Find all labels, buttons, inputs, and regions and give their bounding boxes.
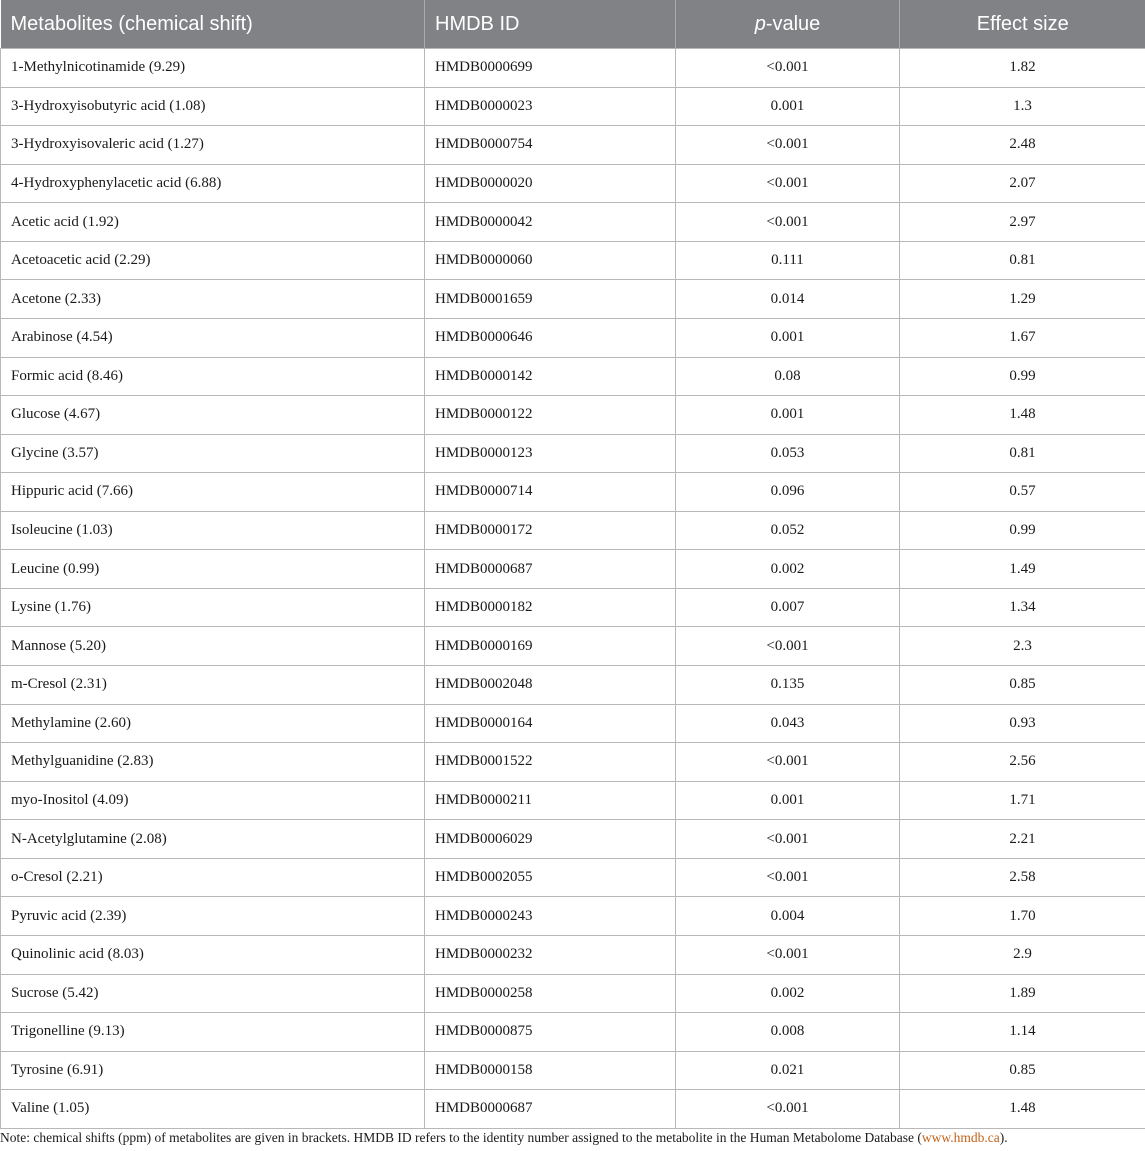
cell-p-value: <0.001 xyxy=(676,743,900,782)
table-row xyxy=(1,203,1145,242)
cell-hmdb-id: HMDB0000687 xyxy=(425,1090,676,1129)
header-p-value xyxy=(676,0,900,49)
cell-effect-size: 2.07 xyxy=(900,164,1145,203)
cell-hmdb-id: HMDB0000258 xyxy=(425,974,676,1013)
cell-p-value: 0.096 xyxy=(676,473,900,512)
cell-hmdb-id: HMDB0002055 xyxy=(425,858,676,897)
table-row xyxy=(1,49,1145,88)
hmdb-link[interactable]: www.hmdb.ca xyxy=(921,1130,1000,1145)
cell-hmdb-id: HMDB0000164 xyxy=(425,704,676,743)
table-row xyxy=(1,897,1145,936)
cell-p-value: <0.001 xyxy=(676,164,900,203)
cell-metabolite: 3-Hydroxyisobutyric acid (1.08) xyxy=(1,87,425,126)
table-row xyxy=(1,666,1145,705)
table-row xyxy=(1,820,1145,859)
cell-effect-size: 0.99 xyxy=(900,511,1145,550)
cell-p-value: 0.001 xyxy=(676,318,900,357)
header-p-suffix: -value xyxy=(765,12,821,35)
cell-metabolite: Isoleucine (1.03) xyxy=(1,511,425,550)
cell-p-value: 0.052 xyxy=(676,511,900,550)
cell-metabolite: Quinolinic acid (8.03) xyxy=(1,935,425,974)
cell-p-value: 0.053 xyxy=(676,434,900,473)
cell-effect-size: 2.3 xyxy=(900,627,1145,666)
cell-effect-size: 1.29 xyxy=(900,280,1145,319)
cell-effect-size: 0.57 xyxy=(900,473,1145,512)
cell-hmdb-id: HMDB0000699 xyxy=(425,49,676,88)
table-row xyxy=(1,87,1145,126)
cell-metabolite: o-Cresol (2.21) xyxy=(1,858,425,897)
cell-hmdb-id: HMDB0006029 xyxy=(425,820,676,859)
cell-effect-size: 2.48 xyxy=(900,126,1145,165)
footnote-text: Note: chemical shifts (ppm) of metabolites are given in brackets. HMDB ID refers to the identity number assigned to the metabolite in the Human Metabolome Database ( xyxy=(0,1130,922,1145)
cell-effect-size: 1.71 xyxy=(900,781,1145,820)
table-row xyxy=(1,781,1145,820)
table-row xyxy=(1,473,1145,512)
cell-p-value: 0.021 xyxy=(676,1051,900,1090)
cell-metabolite: Valine (1.05) xyxy=(1,1090,425,1129)
cell-effect-size: 0.93 xyxy=(900,704,1145,743)
cell-effect-size: 0.81 xyxy=(900,434,1145,473)
cell-metabolite: m-Cresol (2.31) xyxy=(1,666,425,705)
cell-hmdb-id: HMDB0000687 xyxy=(425,550,676,589)
cell-hmdb-id: HMDB0000232 xyxy=(425,935,676,974)
cell-metabolite: Acetone (2.33) xyxy=(1,280,425,319)
table-row xyxy=(1,396,1145,435)
cell-p-value: 0.135 xyxy=(676,666,900,705)
cell-effect-size: 1.70 xyxy=(900,897,1145,936)
cell-effect-size: 1.14 xyxy=(900,1013,1145,1052)
cell-p-value: <0.001 xyxy=(676,820,900,859)
cell-hmdb-id: HMDB0000060 xyxy=(425,241,676,280)
cell-hmdb-id: HMDB0000020 xyxy=(425,164,676,203)
cell-effect-size: 0.85 xyxy=(900,666,1145,705)
cell-effect-size: 1.49 xyxy=(900,550,1145,589)
cell-p-value: <0.001 xyxy=(676,935,900,974)
cell-effect-size: 1.3 xyxy=(900,87,1145,126)
cell-metabolite: Leucine (0.99) xyxy=(1,550,425,589)
cell-metabolite: Pyruvic acid (2.39) xyxy=(1,897,425,936)
table-row xyxy=(1,627,1145,666)
table-row xyxy=(1,126,1145,165)
table-row xyxy=(1,511,1145,550)
cell-hmdb-id: HMDB0001659 xyxy=(425,280,676,319)
cell-effect-size: 1.89 xyxy=(900,974,1145,1013)
table-row xyxy=(1,1090,1145,1129)
cell-metabolite: 3-Hydroxyisovaleric acid (1.27) xyxy=(1,126,425,165)
cell-effect-size: 1.67 xyxy=(900,318,1145,357)
cell-metabolite: Formic acid (8.46) xyxy=(1,357,425,396)
cell-p-value: 0.001 xyxy=(676,396,900,435)
cell-p-value: 0.007 xyxy=(676,588,900,627)
cell-p-value: <0.001 xyxy=(676,126,900,165)
cell-metabolite: Glucose (4.67) xyxy=(1,396,425,435)
cell-metabolite: Sucrose (5.42) xyxy=(1,974,425,1013)
cell-effect-size: 1.48 xyxy=(900,1090,1145,1129)
cell-effect-size: 2.21 xyxy=(900,820,1145,859)
cell-hmdb-id: HMDB0001522 xyxy=(425,743,676,782)
table-footnote xyxy=(0,1130,1145,1146)
table-row xyxy=(1,434,1145,473)
cell-effect-size: 1.48 xyxy=(900,396,1145,435)
table-row xyxy=(1,588,1145,627)
table-row xyxy=(1,318,1145,357)
table-row xyxy=(1,704,1145,743)
table-row xyxy=(1,280,1145,319)
cell-hmdb-id: HMDB0000172 xyxy=(425,511,676,550)
cell-hmdb-id: HMDB0000023 xyxy=(425,87,676,126)
cell-metabolite: 4-Hydroxyphenylacetic acid (6.88) xyxy=(1,164,425,203)
cell-effect-size: 2.9 xyxy=(900,935,1145,974)
cell-p-value: 0.014 xyxy=(676,280,900,319)
header-row xyxy=(1,0,1145,49)
cell-hmdb-id: HMDB0000875 xyxy=(425,1013,676,1052)
cell-metabolite: myo-Inositol (4.09) xyxy=(1,781,425,820)
cell-hmdb-id: HMDB0000042 xyxy=(425,203,676,242)
cell-p-value: 0.111 xyxy=(676,241,900,280)
table-row xyxy=(1,1051,1145,1090)
header-hmdb-id: HMDB ID xyxy=(425,0,676,49)
cell-effect-size: 0.85 xyxy=(900,1051,1145,1090)
cell-effect-size: 2.58 xyxy=(900,858,1145,897)
table-row xyxy=(1,357,1145,396)
cell-p-value: <0.001 xyxy=(676,203,900,242)
cell-p-value: <0.001 xyxy=(676,858,900,897)
cell-metabolite: Glycine (3.57) xyxy=(1,434,425,473)
cell-metabolite: Hippuric acid (7.66) xyxy=(1,473,425,512)
cell-effect-size: 0.81 xyxy=(900,241,1145,280)
cell-p-value: 0.001 xyxy=(676,781,900,820)
cell-metabolite: Mannose (5.20) xyxy=(1,627,425,666)
cell-metabolite: Methylamine (2.60) xyxy=(1,704,425,743)
cell-metabolite: Acetoacetic acid (2.29) xyxy=(1,241,425,280)
cell-hmdb-id: HMDB0000754 xyxy=(425,126,676,165)
cell-p-value: <0.001 xyxy=(676,49,900,88)
cell-hmdb-id: HMDB0000211 xyxy=(425,781,676,820)
cell-p-value: 0.043 xyxy=(676,704,900,743)
cell-hmdb-id: HMDB0002048 xyxy=(425,666,676,705)
cell-effect-size: 2.97 xyxy=(900,203,1145,242)
table-row xyxy=(1,241,1145,280)
cell-effect-size: 0.99 xyxy=(900,357,1145,396)
cell-hmdb-id: HMDB0000122 xyxy=(425,396,676,435)
cell-p-value: 0.008 xyxy=(676,1013,900,1052)
cell-hmdb-id: HMDB0000182 xyxy=(425,588,676,627)
table-row xyxy=(1,858,1145,897)
cell-metabolite: Trigonelline (9.13) xyxy=(1,1013,425,1052)
cell-p-value: 0.004 xyxy=(676,897,900,936)
table-row xyxy=(1,743,1145,782)
cell-hmdb-id: HMDB0000142 xyxy=(425,357,676,396)
table-row xyxy=(1,1013,1145,1052)
cell-effect-size: 2.56 xyxy=(900,743,1145,782)
cell-metabolite: Tyrosine (6.91) xyxy=(1,1051,425,1090)
cell-p-value: 0.002 xyxy=(676,974,900,1013)
cell-effect-size: 1.34 xyxy=(900,588,1145,627)
cell-hmdb-id: HMDB0000169 xyxy=(425,627,676,666)
cell-metabolite: Methylguanidine (2.83) xyxy=(1,743,425,782)
cell-metabolite: N-Acetylglutamine (2.08) xyxy=(1,820,425,859)
cell-hmdb-id: HMDB0000714 xyxy=(425,473,676,512)
cell-hmdb-id: HMDB0000158 xyxy=(425,1051,676,1090)
footnote-end: ). xyxy=(999,1130,1008,1145)
cell-p-value: 0.002 xyxy=(676,550,900,589)
cell-p-value: <0.001 xyxy=(676,627,900,666)
table-row xyxy=(1,974,1145,1013)
table-body xyxy=(1,49,1145,1129)
cell-p-value: 0.001 xyxy=(676,87,900,126)
header-metabolites: Metabolites (chemical shift) xyxy=(1,0,425,49)
cell-p-value: 0.08 xyxy=(676,357,900,396)
table-row xyxy=(1,935,1145,974)
cell-hmdb-id: HMDB0000243 xyxy=(425,897,676,936)
cell-hmdb-id: HMDB0000123 xyxy=(425,434,676,473)
table-row xyxy=(1,164,1145,203)
cell-p-value: <0.001 xyxy=(676,1090,900,1129)
cell-metabolite: Acetic acid (1.92) xyxy=(1,203,425,242)
header-p-italic: p xyxy=(754,12,766,35)
table-header xyxy=(1,0,1145,49)
cell-effect-size: 1.82 xyxy=(900,49,1145,88)
table-row xyxy=(1,550,1145,589)
cell-metabolite: Arabinose (4.54) xyxy=(1,318,425,357)
cell-hmdb-id: HMDB0000646 xyxy=(425,318,676,357)
cell-metabolite: 1-Methylnicotinamide (9.29) xyxy=(1,49,425,88)
header-effect-size: Effect size xyxy=(976,12,1069,35)
cell-metabolite: Lysine (1.76) xyxy=(1,588,425,627)
